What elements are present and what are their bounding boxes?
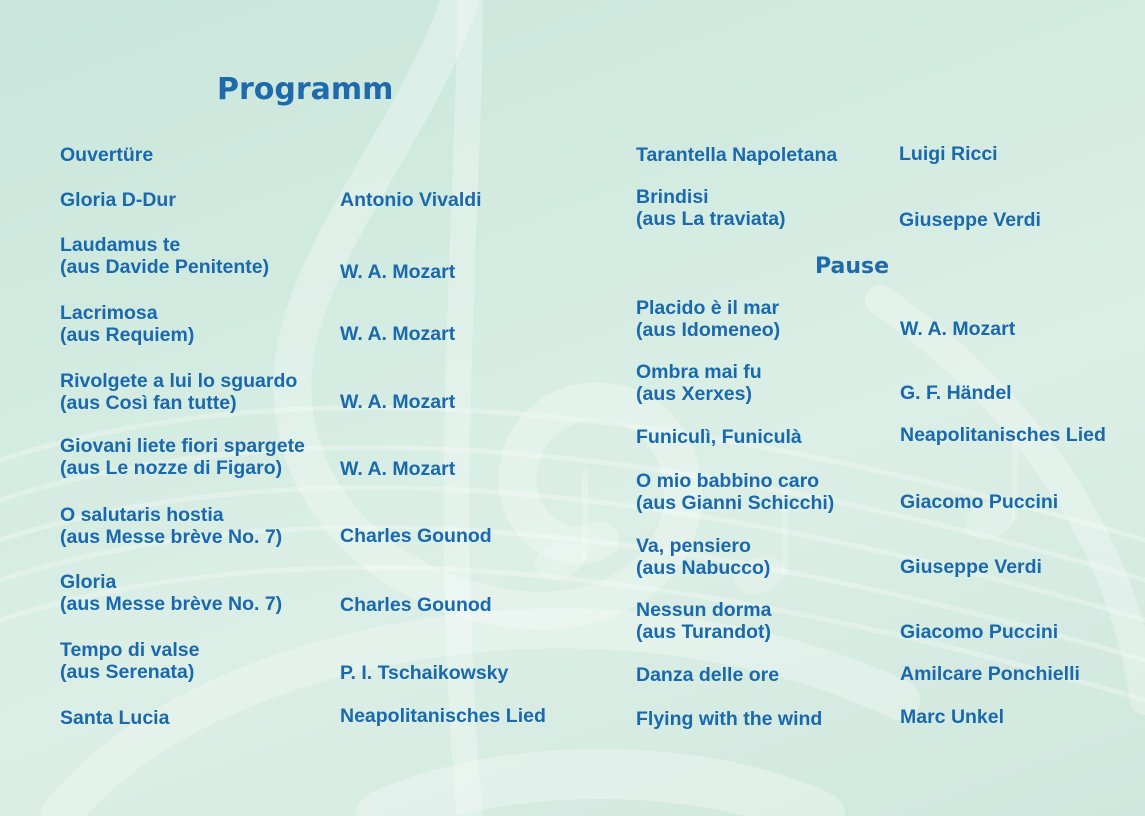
piece-title: Funiculì, Funiculà — [636, 426, 802, 448]
piece-title: Placido è il mar — [636, 297, 780, 319]
piece-title: Giovani liete fiori spargete — [60, 435, 305, 457]
piece-title: Santa Lucia — [60, 707, 170, 729]
program-composer: P. I. Tschaikowsky — [340, 662, 509, 684]
piece-source: (aus Serenata) — [60, 661, 195, 683]
piece-title: O mio babbino caro — [636, 470, 820, 492]
program-composer: Luigi Ricci — [899, 143, 998, 165]
program-piece — [636, 361, 762, 405]
piece-source: (aus Requiem) — [60, 324, 195, 346]
piece-title: Ombra mai fu — [636, 361, 762, 383]
piece-source: (aus Nabucco) — [636, 557, 771, 579]
piece-title: Nessun dorma — [636, 599, 772, 621]
program-composer: W. A. Mozart — [340, 391, 456, 413]
piece-title: Danza delle ore — [636, 664, 780, 686]
program-piece — [60, 504, 282, 548]
program-piece — [636, 426, 802, 448]
piece-source: (aus Così fan tutte) — [60, 392, 237, 414]
program-composer: Giuseppe Verdi — [899, 209, 1041, 231]
piece-title: Gloria D-Dur — [60, 189, 176, 211]
piece-source: (aus Davide Penitente) — [60, 256, 270, 278]
program-composer: Giuseppe Verdi — [900, 556, 1042, 578]
program-composer: Giacomo Puccini — [900, 491, 1059, 513]
program-composer: G. F. Händel — [900, 382, 1012, 404]
piece-source: (aus Idomeneo) — [636, 319, 781, 341]
program-composer: W. A. Mozart — [340, 261, 456, 283]
program-piece — [636, 144, 837, 166]
piece-title: O salutaris hostia — [60, 504, 224, 526]
piece-title: Tempo di valse — [60, 639, 200, 661]
piece-title: Gloria — [60, 571, 117, 593]
arc-shape — [380, 774, 820, 816]
program-piece — [636, 664, 779, 686]
program-piece — [60, 571, 282, 615]
program-piece — [60, 144, 153, 166]
page-title: Programm — [217, 72, 394, 107]
piece-source: (aus La traviata) — [636, 208, 786, 230]
program-piece — [636, 186, 786, 230]
piece-title: Lacrimosa — [60, 302, 158, 324]
program-piece — [636, 470, 834, 514]
piece-title: Laudamus te — [60, 234, 181, 256]
program-piece — [60, 707, 169, 729]
program-composer: Antonio Vivaldi — [340, 189, 482, 211]
program-composer: Charles Gounod — [340, 525, 492, 547]
program-piece — [60, 370, 297, 414]
piece-title: Ouvertüre — [60, 144, 154, 166]
program-piece — [60, 189, 176, 211]
piece-source: (aus Gianni Schicchi) — [636, 492, 835, 514]
program-piece — [60, 234, 269, 278]
program-piece — [60, 639, 199, 683]
piece-title: Brindisi — [636, 186, 709, 208]
program-composer: Neapolitanisches Lied — [340, 705, 546, 727]
piece-title: Rivolgete a lui lo sguardo — [60, 370, 298, 392]
program-composer: W. A. Mozart — [900, 318, 1016, 340]
piece-title: Va, pensiero — [636, 535, 751, 557]
program-piece — [636, 535, 770, 579]
piece-title: Flying with the wind — [636, 708, 823, 730]
program-composer: Giacomo Puccini — [900, 621, 1059, 643]
program-composer: Marc Unkel — [900, 706, 1005, 728]
program-piece — [60, 435, 305, 479]
program-composer: W. A. Mozart — [340, 323, 456, 345]
piece-title: Tarantella Napoletana — [636, 144, 838, 166]
piece-source: (aus Messe brève No. 7) — [60, 526, 283, 548]
program-composer: Charles Gounod — [340, 594, 492, 616]
program-piece — [636, 708, 822, 730]
program-composer: W. A. Mozart — [340, 458, 456, 480]
program-piece — [636, 297, 780, 341]
program-composer: Amilcare Ponchielli — [900, 663, 1080, 685]
piece-source: (aus Xerxes) — [636, 383, 752, 405]
piece-source: (aus Turandot) — [636, 621, 772, 643]
program-piece — [636, 599, 771, 643]
pause-heading: Pause — [815, 254, 890, 279]
piece-source: (aus Messe brève No. 7) — [60, 593, 283, 615]
piece-source: (aus Le nozze di Figaro) — [60, 457, 283, 479]
program-composer: Neapolitanisches Lied — [900, 424, 1106, 446]
program-piece — [60, 302, 194, 346]
note-stem — [582, 470, 588, 560]
